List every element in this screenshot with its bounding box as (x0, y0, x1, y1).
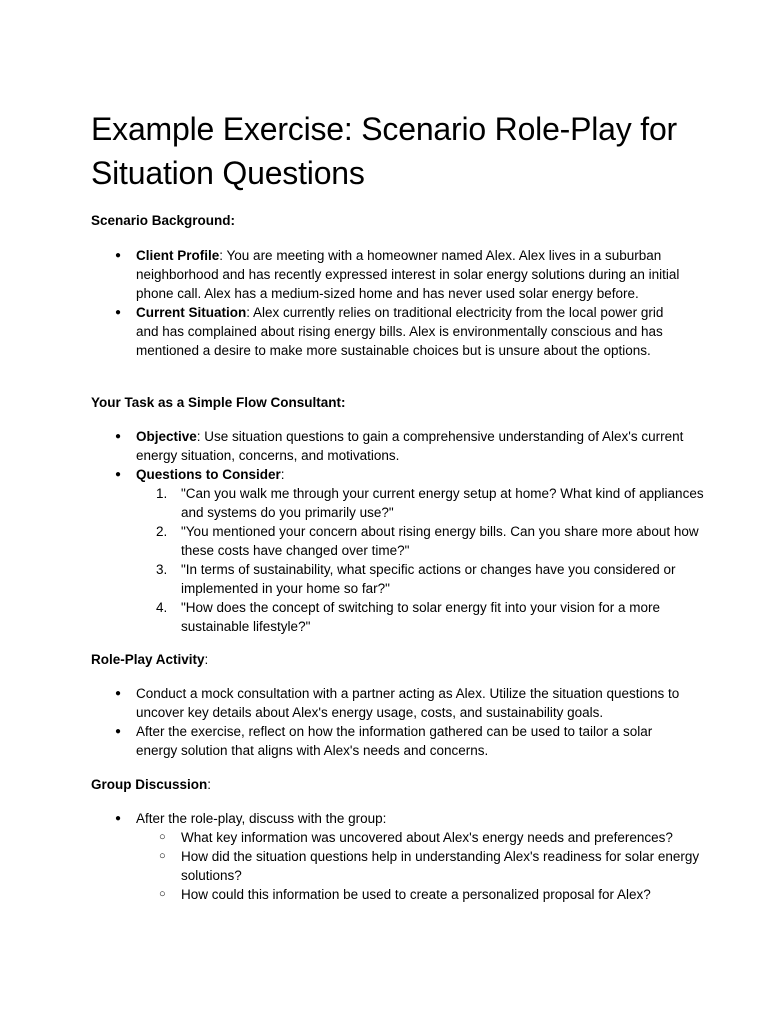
current-situation-label: Current Situation (136, 305, 247, 320)
discussion-item (136, 847, 706, 885)
list-item (115, 246, 685, 303)
client-profile-label: Client Profile (136, 248, 220, 263)
questions-suffix: : (280, 467, 285, 482)
question-text: "Can you walk me through your current energy setup at home? What kind of appliances and systems do you primarily use?" (181, 486, 704, 520)
discussion-intro: After the role-play, discuss with the group: (136, 811, 387, 826)
discussion-item-text: How did the situation questions help in understanding Alex's readiness for solar energy solutions? (181, 849, 700, 883)
discussion-item (136, 828, 706, 847)
scenario-heading-text: Scenario Background: (91, 213, 236, 228)
discussion-item-text: How could this information be used to create a personalized proposal for Alex? (181, 887, 651, 902)
client-profile-text: : You are meeting with a homeowner named Alex. Alex lives in a suburban neighborhood and has recently expressed interest in solar energy solutions during an initial phone call. Alex has a medium-sized home and has never used solar energy before. (136, 248, 680, 301)
question-text: "In terms of sustainability, what specific actions or changes have you considered or implemented in your home so far?" (181, 562, 676, 596)
discussion-sublist (136, 828, 706, 904)
question-item (136, 484, 706, 522)
discussion-item-text: What key information was uncovered about Alex's energy needs and preferences? (181, 830, 673, 845)
question-number: 1. (156, 486, 168, 501)
list-item (115, 809, 700, 904)
discussion-heading-text: Group Discussion (91, 777, 208, 792)
objective-text: : Use situation questions to gain a comprehensive understanding of Alex's current energy situation, concerns, and motivations. (136, 429, 684, 463)
roleplay-heading-suffix: : (204, 652, 209, 667)
scenario-list (115, 246, 685, 360)
list-item (115, 465, 704, 636)
discussion-heading-suffix: : (207, 777, 212, 792)
discussion-heading (91, 775, 211, 794)
roleplay-list (115, 684, 685, 760)
roleplay-heading (91, 650, 208, 669)
question-number: 4. (156, 600, 168, 615)
roleplay-item-text: Conduct a mock consultation with a partner acting as Alex. Utilize the situation questions to uncover key details about Alex's energy usage, costs, and sustainability goals. (136, 686, 680, 720)
roleplay-heading-text: Role-Play Activity (91, 652, 205, 667)
task-heading-text: Your Task as a Simple Flow Consultant: (91, 395, 346, 410)
scenario-heading (91, 211, 235, 230)
discussion-item (136, 885, 706, 904)
list-item (115, 427, 685, 465)
question-item (136, 522, 706, 560)
list-item (115, 303, 685, 360)
question-text: "How does the concept of switching to solar energy fit into your vision for a more sustainable lifestyle?" (181, 600, 661, 634)
task-list (115, 427, 704, 636)
question-item (136, 598, 706, 636)
questions-list (136, 484, 706, 636)
roleplay-item-text: After the exercise, reflect on how the information gathered can be used to tailor a solar energy solution that aligns with Alex's needs and concerns. (136, 724, 653, 758)
objective-label: Objective (136, 429, 197, 444)
question-item (136, 560, 706, 598)
question-number: 2. (156, 524, 168, 539)
page-title: Example Exercise: Scenario Role-Play for Situation Questions (91, 111, 678, 191)
discussion-list (115, 809, 700, 904)
task-heading (91, 393, 346, 412)
list-item (115, 722, 685, 760)
question-number: 3. (156, 562, 168, 577)
current-situation-text: : Alex currently relies on traditional electricity from the local power grid and has complained about rising energy bills. Alex is environmentally conscious and has mentioned a desire to make more sustainable choices but is unsure about the options. (136, 305, 664, 358)
list-item (115, 684, 685, 722)
question-text: "You mentioned your concern about rising energy bills. Can you share more about how these costs have changed over time?" (181, 524, 699, 558)
questions-label: Questions to Consider (136, 467, 281, 482)
